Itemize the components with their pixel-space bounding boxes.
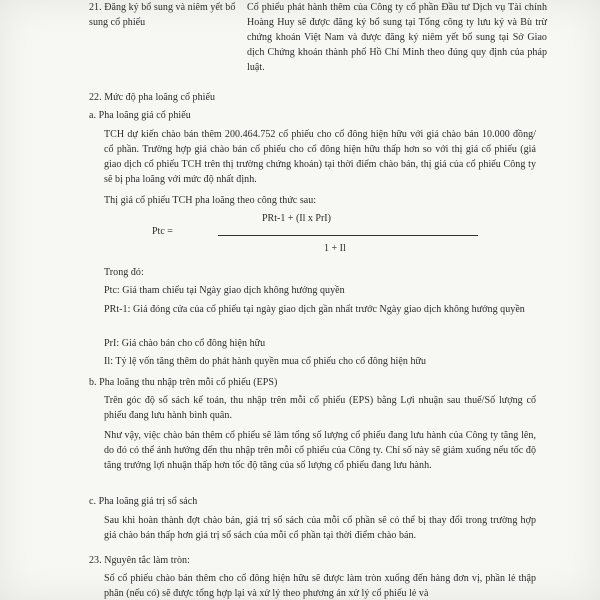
section-23-paragraph-1: Số cổ phiếu chào bán thêm cho cổ đông hiện hữu sẽ được làm tròn xuống đến hàng đơn vị, phần lẻ thập phân (nếu có) sẽ được tổng hợp lại và xử lý theo phương án xử lý cổ phiếu lẻ và	[104, 573, 536, 599]
section-22-heading: 22. Mức độ pha loãng cổ phiếu	[89, 92, 216, 103]
definition-item: PrI: Giá chào bán cho cổ đông hiện hữu	[104, 338, 266, 349]
subsection-b-paragraph-2: Như vậy, việc chào bán thêm cổ phiếu sẽ làm tổng số lượng cổ phiếu đang lưu hành của Công ty tăng lên, do đó có thể ảnh hưởng đến thu nhập trên mỗi cổ phiếu của Công ty. Chỉ số này sẽ giảm xuống nếu tốc độ tăng trưởng lợi nhuận thấp hơn tốc độ tăng của số lượng cổ phiếu đang lưu hành.	[104, 430, 536, 471]
section-23-heading: 23. Nguyên tắc làm tròn:	[89, 555, 190, 566]
subsection-a-paragraph-2: Thị giá cổ phiếu TCH pha loãng theo công thức sau:	[104, 195, 317, 206]
where-label: Trong đó:	[104, 267, 144, 278]
dilution-formula	[152, 210, 492, 258]
formula-lhs: Ptc =	[152, 226, 173, 237]
section-21-label: 21. Đăng ký bổ sung và niêm yết bổ sung cổ phiếu	[89, 2, 236, 28]
subsection-a-paragraph-1: TCH dự kiến chào bán thêm 200.464.752 cổ phiếu cho cổ đông hiện hữu với giá chào bán 10.000 đồng/ cổ phần. Trường hợp giá chào bán cổ phiếu cho cổ đông hiện hữu thấp hơn so với thị giá cổ phiếu (giá giao dịch cổ phiếu TCH trên thị trường chứng khoán) tại thời điểm chào bán, thị giá của cổ phiếu Công ty sẽ bị pha loãng với mức độ nhất định.	[104, 129, 536, 185]
subsection-b-paragraph-1: Trên góc độ số sách kế toán, thu nhập trên mỗi cổ phiếu (EPS) bằng Lợi nhuận sau thuế/Số lượng cổ phiếu đang lưu hành bình quân.	[104, 395, 536, 421]
definition-item: Ptc: Giá tham chiếu tại Ngày giao dịch không hưởng quyền	[104, 285, 345, 296]
formula-fraction-bar	[218, 235, 478, 236]
definition-item: Il: Tỷ lệ vốn tăng thêm do phát hành quyền mua cổ phiếu cho cổ đông hiện hữu	[104, 356, 427, 367]
subsection-c-title: c. Pha loãng giá trị sổ sách	[89, 496, 198, 507]
definition-item: PRt-1: Giá đóng cửa của cổ phiếu tại ngày giao dịch gần nhất trước Ngày giao dịch không hưởng quyền	[104, 304, 525, 315]
subsection-c-paragraph-1: Sau khi hoàn thành đợt chào bán, giá trị sổ sách của mỗi cổ phần sẽ có thể bị thay đổi trong trường hợp giá chào bán thấp hơn giá trị sổ sách của mỗi cổ phần tại thời điểm chào bán.	[104, 515, 536, 541]
formula-denominator: 1 + Il	[324, 243, 346, 254]
subsection-b-title: b. Pha loãng thu nhập trên mỗi cổ phiếu (EPS)	[89, 377, 278, 388]
formula-numerator: PRt-1 + (Il x PrI)	[262, 213, 331, 224]
subsection-a-title: a. Pha loãng giá cổ phiếu	[89, 110, 191, 121]
section-21-text: Cổ phiếu phát hành thêm của Công ty cổ phần Đầu tư Dịch vụ Tài chính Hoàng Huy sẽ được đăng ký bổ sung tại Tổng công ty lưu ký và Bù trừ chứng khoán Việt Nam và được đăng ký niêm yết bổ sung tại Sở Giao dịch Chứng khoán thành phố Hồ Chí Minh theo đúng quy định của pháp luật.	[247, 2, 547, 73]
